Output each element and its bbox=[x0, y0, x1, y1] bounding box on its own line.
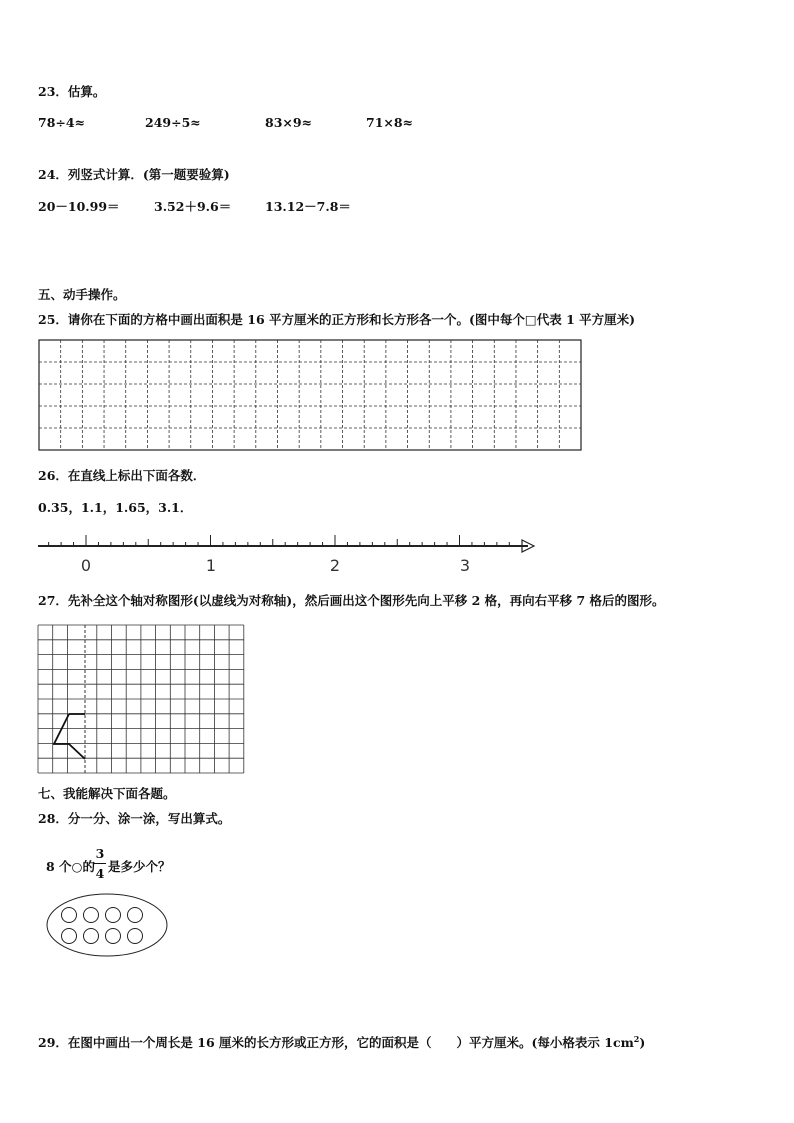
section7-title: 七、我能解决下面各题。 bbox=[38, 786, 176, 801]
q25-title: 25．请你在下面的方格中画出面积是 16 平方厘米的正方形和长方形各一个。(图中每个□代表 1 平方厘米) bbox=[38, 312, 636, 327]
q28-prompt-before: 8 个○的 bbox=[46, 859, 95, 874]
q26-title: 26．在直线上标出下面各数． bbox=[38, 468, 206, 483]
axis-label-1: 1 bbox=[205, 556, 217, 575]
q24-item-3: 13.12－7.8＝ bbox=[265, 199, 351, 214]
circle-item bbox=[106, 929, 121, 944]
q29-title-sup: 2 bbox=[633, 1034, 640, 1044]
q28-title: 28．分一分、涂一涂，写出算式。 bbox=[38, 811, 231, 826]
circle-item bbox=[84, 929, 99, 944]
q26-number-line bbox=[36, 530, 546, 578]
q25-grid bbox=[38, 338, 583, 453]
q23-item-1: 78÷4≈ bbox=[38, 115, 86, 130]
q23-item-2: 249÷5≈ bbox=[145, 115, 201, 130]
axis-label-3: 3 bbox=[459, 556, 471, 575]
q27-grid bbox=[37, 624, 245, 776]
circle-item bbox=[62, 908, 77, 923]
fraction-numerator: 3 bbox=[95, 846, 105, 861]
fraction-denominator: 4 bbox=[95, 866, 105, 881]
q23-item-3: 83×9≈ bbox=[265, 115, 313, 130]
q29-title bbox=[38, 1031, 645, 1051]
circle-item bbox=[128, 929, 143, 944]
section5-title: 五、动手操作。 bbox=[38, 287, 126, 302]
q29-title-main: 29．在图中画出一个周长是 16 厘米的长方形或正方形，它的面积是（ ）平方厘米。(每小格表示 1cm bbox=[38, 1035, 634, 1051]
q28-prompt-after: 是多少个？ bbox=[108, 859, 171, 874]
circle-item bbox=[62, 929, 77, 944]
half-figure bbox=[54, 714, 85, 759]
q23-title: 23．估算。 bbox=[38, 84, 106, 99]
q23-item-4: 71×8≈ bbox=[366, 115, 414, 130]
circle-item bbox=[84, 908, 99, 923]
q29-title-end: ) bbox=[639, 1035, 646, 1051]
q24-item-1: 20－10.99＝ bbox=[38, 199, 120, 214]
circle-item bbox=[106, 908, 121, 923]
q24-item-2: 3.52＋9.6＝ bbox=[154, 199, 232, 214]
axis-label-2: 2 bbox=[329, 556, 341, 575]
q24-title: 24．列竖式计算．(第一题要验算) bbox=[38, 167, 230, 182]
q28-fraction bbox=[94, 846, 106, 881]
circle-item bbox=[128, 908, 143, 923]
axis-label-0: 0 bbox=[80, 556, 92, 575]
q28-circles-oval bbox=[45, 892, 170, 958]
q26-numbers: 0.35，1.1，1.65，3.1． bbox=[38, 500, 193, 515]
q27-title: 27．先补全这个轴对称图形(以虚线为对称轴)，然后画出这个图形先向上平移 2 格，再向右平移 7 格后的图形。 bbox=[38, 593, 665, 608]
